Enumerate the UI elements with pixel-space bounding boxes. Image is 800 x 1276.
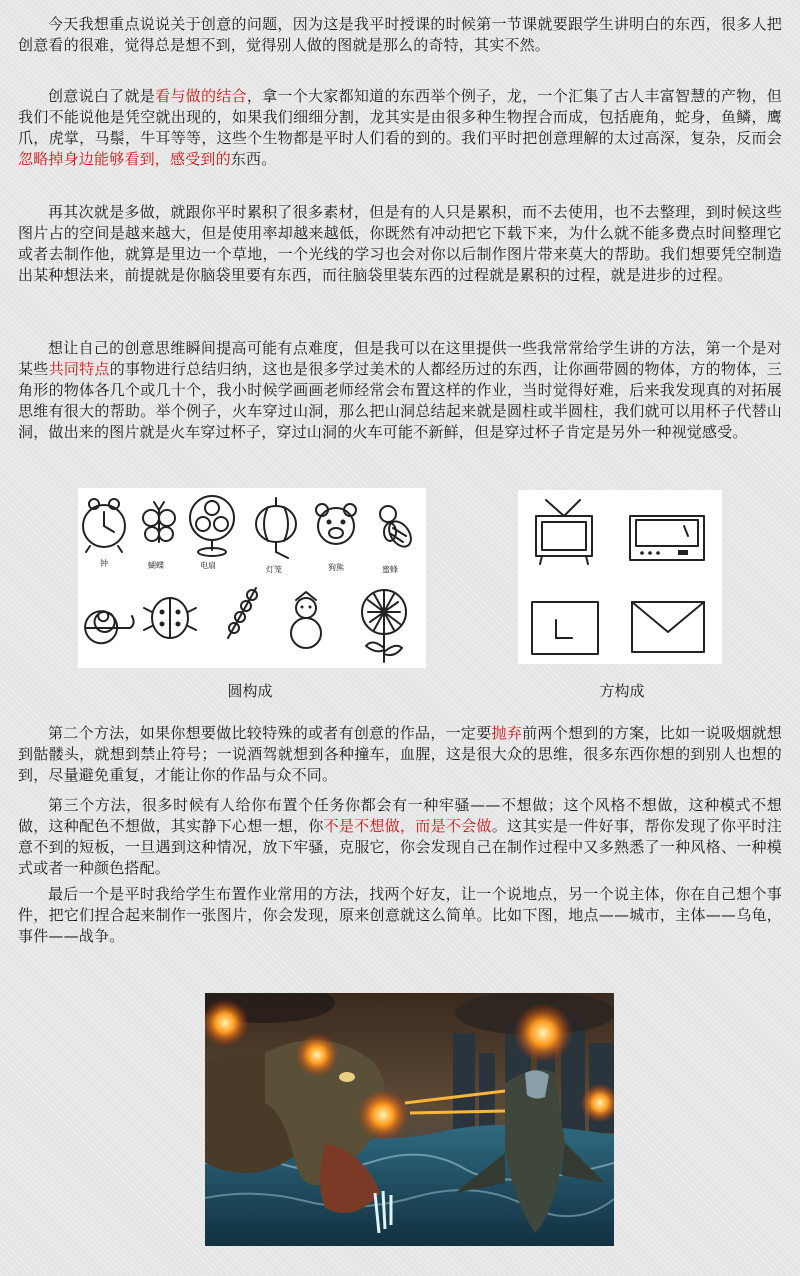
envelope-drawing	[632, 602, 704, 652]
text-segment: 今天我想重点说说关于创意的问题，因为这是我平时授课的时候第一节课就要跟学生讲明白的东西，很多人把创意看的很难，觉得总是想不到，觉得别人做的图就是那么的奇特，其实不然。	[18, 15, 782, 54]
butterfly-drawing	[143, 502, 175, 542]
text-segment: 最后一个是平时我给学生布置作业常用的方法，找两个好友，让一个说地点，另一个说主体，你在自己想个事件，把它们捏合起来制作一张图片，你会发现，原来创意就这么简单。比如下图，地点——城市，主体——乌龟，事件——战争。	[18, 885, 782, 945]
fan-drawing	[190, 496, 234, 556]
bee-drawing	[380, 506, 415, 551]
text-segment: 东西。	[230, 150, 277, 168]
paragraph-method-three	[18, 795, 782, 879]
highlighted-text: 不是不想做，而是不会做	[323, 817, 492, 835]
ladybug-drawing	[144, 598, 196, 638]
bear-drawing	[316, 504, 356, 544]
clock-drawing	[83, 499, 125, 552]
paragraph-method-one	[18, 338, 782, 443]
label-fan: 电扇	[200, 561, 216, 570]
text-segment: ，拿一个大家都知道的东西举个例子，龙，一个汇集了古人丰富智慧的产物，但我们不能说他是凭空就出现的，如果我们细细分割，龙其实是由很多种生物捏合而成，包括鹿角，蛇身，鱼鳞，鹰爪，虎掌，马鬃，牛耳等等，这些个生物都是平时人们看的到的。我们平时把创意理解的太过高深，复杂，反而会	[18, 87, 782, 147]
city-turtle-war-illustration	[205, 993, 614, 1246]
text-segment: 再其次就是多做，就跟你平时累积了很多素材，但是有的人只是累积，而不去使用，也不去整理，到时候这些图片占的空间是越来越大，但是使用率却越来越低，你既然有冲动把它下载下来，为什么就不能多费点时间整理它或者去制作他，就算是里边一个草地，一个光线的学习也会对你以后制作图片带来莫大的帮助。我们想要凭空制造出某种想法来，前提就是你脑袋里要有东西，而往脑袋里装东西的过程就是累积的过程，就是进步的过程。	[18, 203, 782, 284]
text-segment: 第三个方法，很多时候有人给你布置个任务你都会有一种牢骚——不想做；这个风格不想做，这种模式不想做，这种配色不想做，其实静下心想一想，你	[18, 796, 782, 835]
text-segment: 前两个想到的方案，比如一说吸烟就想到骷髅头，就想到禁止符号；一说酒驾就想到各种撞车，血腥，这是很大众的思维，很多东西你想的到别人也想的到，尽量避免重复，才能让你的作品与众不同。	[18, 724, 783, 784]
label-bee: 蜜蜂	[382, 565, 398, 574]
snail-drawing	[85, 611, 133, 643]
label-butterfly: 蝴蝶	[148, 561, 164, 570]
highlighted-text: 看与做的结合	[155, 87, 247, 105]
paragraph-method-four	[18, 884, 782, 947]
paragraph-practice	[18, 202, 782, 286]
text-segment: 的事物进行总结归纳，这也是很多学过美术的人都经历过的东西，让你画带圆的物体，方的物体，三角形的物体各几个或几十个，我小时候学画画老师经常会布置这样的作业，当时觉得好难，后来我发现真的对拓展思维有很大的帮助。举个例子，火车穿过山洞，那么把山洞总结起来就是圆柱或半圆柱，我们就可以用杯子代替山洞，做出来的图片就是火车穿过杯子，穿过山洞的火车可能不新鲜，但是穿过杯子肯定是另外一种视觉感受。	[18, 360, 782, 441]
frame-clock-drawing	[532, 602, 598, 654]
highlighted-text: 抛弃	[491, 724, 523, 742]
label-clock: 钟	[100, 559, 108, 568]
round-composition-caption: 圆构成	[227, 682, 273, 700]
text-segment: 第二个方法，如果你想要做比较特殊的或者有创意的作品，一定要	[48, 724, 492, 742]
label-bear: 狗熊	[328, 563, 344, 572]
text-segment: 。这其实是一件好事，帮你发现了你平时注意不到的短板，一旦遇到这种情况，放下牢骚，克服它，你会发现自己在制作过程中又多熟悉了一种风格、一种模式或者一种颜色搭配。	[18, 817, 782, 877]
square-composition-caption: 方构成	[599, 682, 645, 700]
tv-drawing	[536, 500, 592, 564]
skewer-drawing	[228, 588, 257, 638]
paragraph-creativity-definition	[18, 86, 782, 170]
round-composition-figure	[78, 488, 426, 668]
square-composition-figure	[518, 490, 722, 664]
label-lantern: 灯笼	[266, 565, 282, 574]
text-segment: 创意说白了就是	[48, 87, 156, 105]
text-segment: 想让自己的创意思维瞬间提高可能有点难度，但是我可以在这里提供一些我常常给学生讲的方法，第一个是对某些	[18, 339, 782, 378]
lantern-drawing	[256, 498, 296, 558]
sunflower-drawing	[362, 590, 406, 662]
highlighted-text: 共同特点	[48, 360, 110, 378]
paragraph-method-two	[18, 723, 782, 786]
snowman-drawing	[291, 592, 321, 648]
highlighted-text: 忽略掉身边能够看到，感受到的	[18, 150, 231, 168]
paragraph-intro	[18, 14, 782, 56]
radio-drawing	[630, 516, 704, 560]
